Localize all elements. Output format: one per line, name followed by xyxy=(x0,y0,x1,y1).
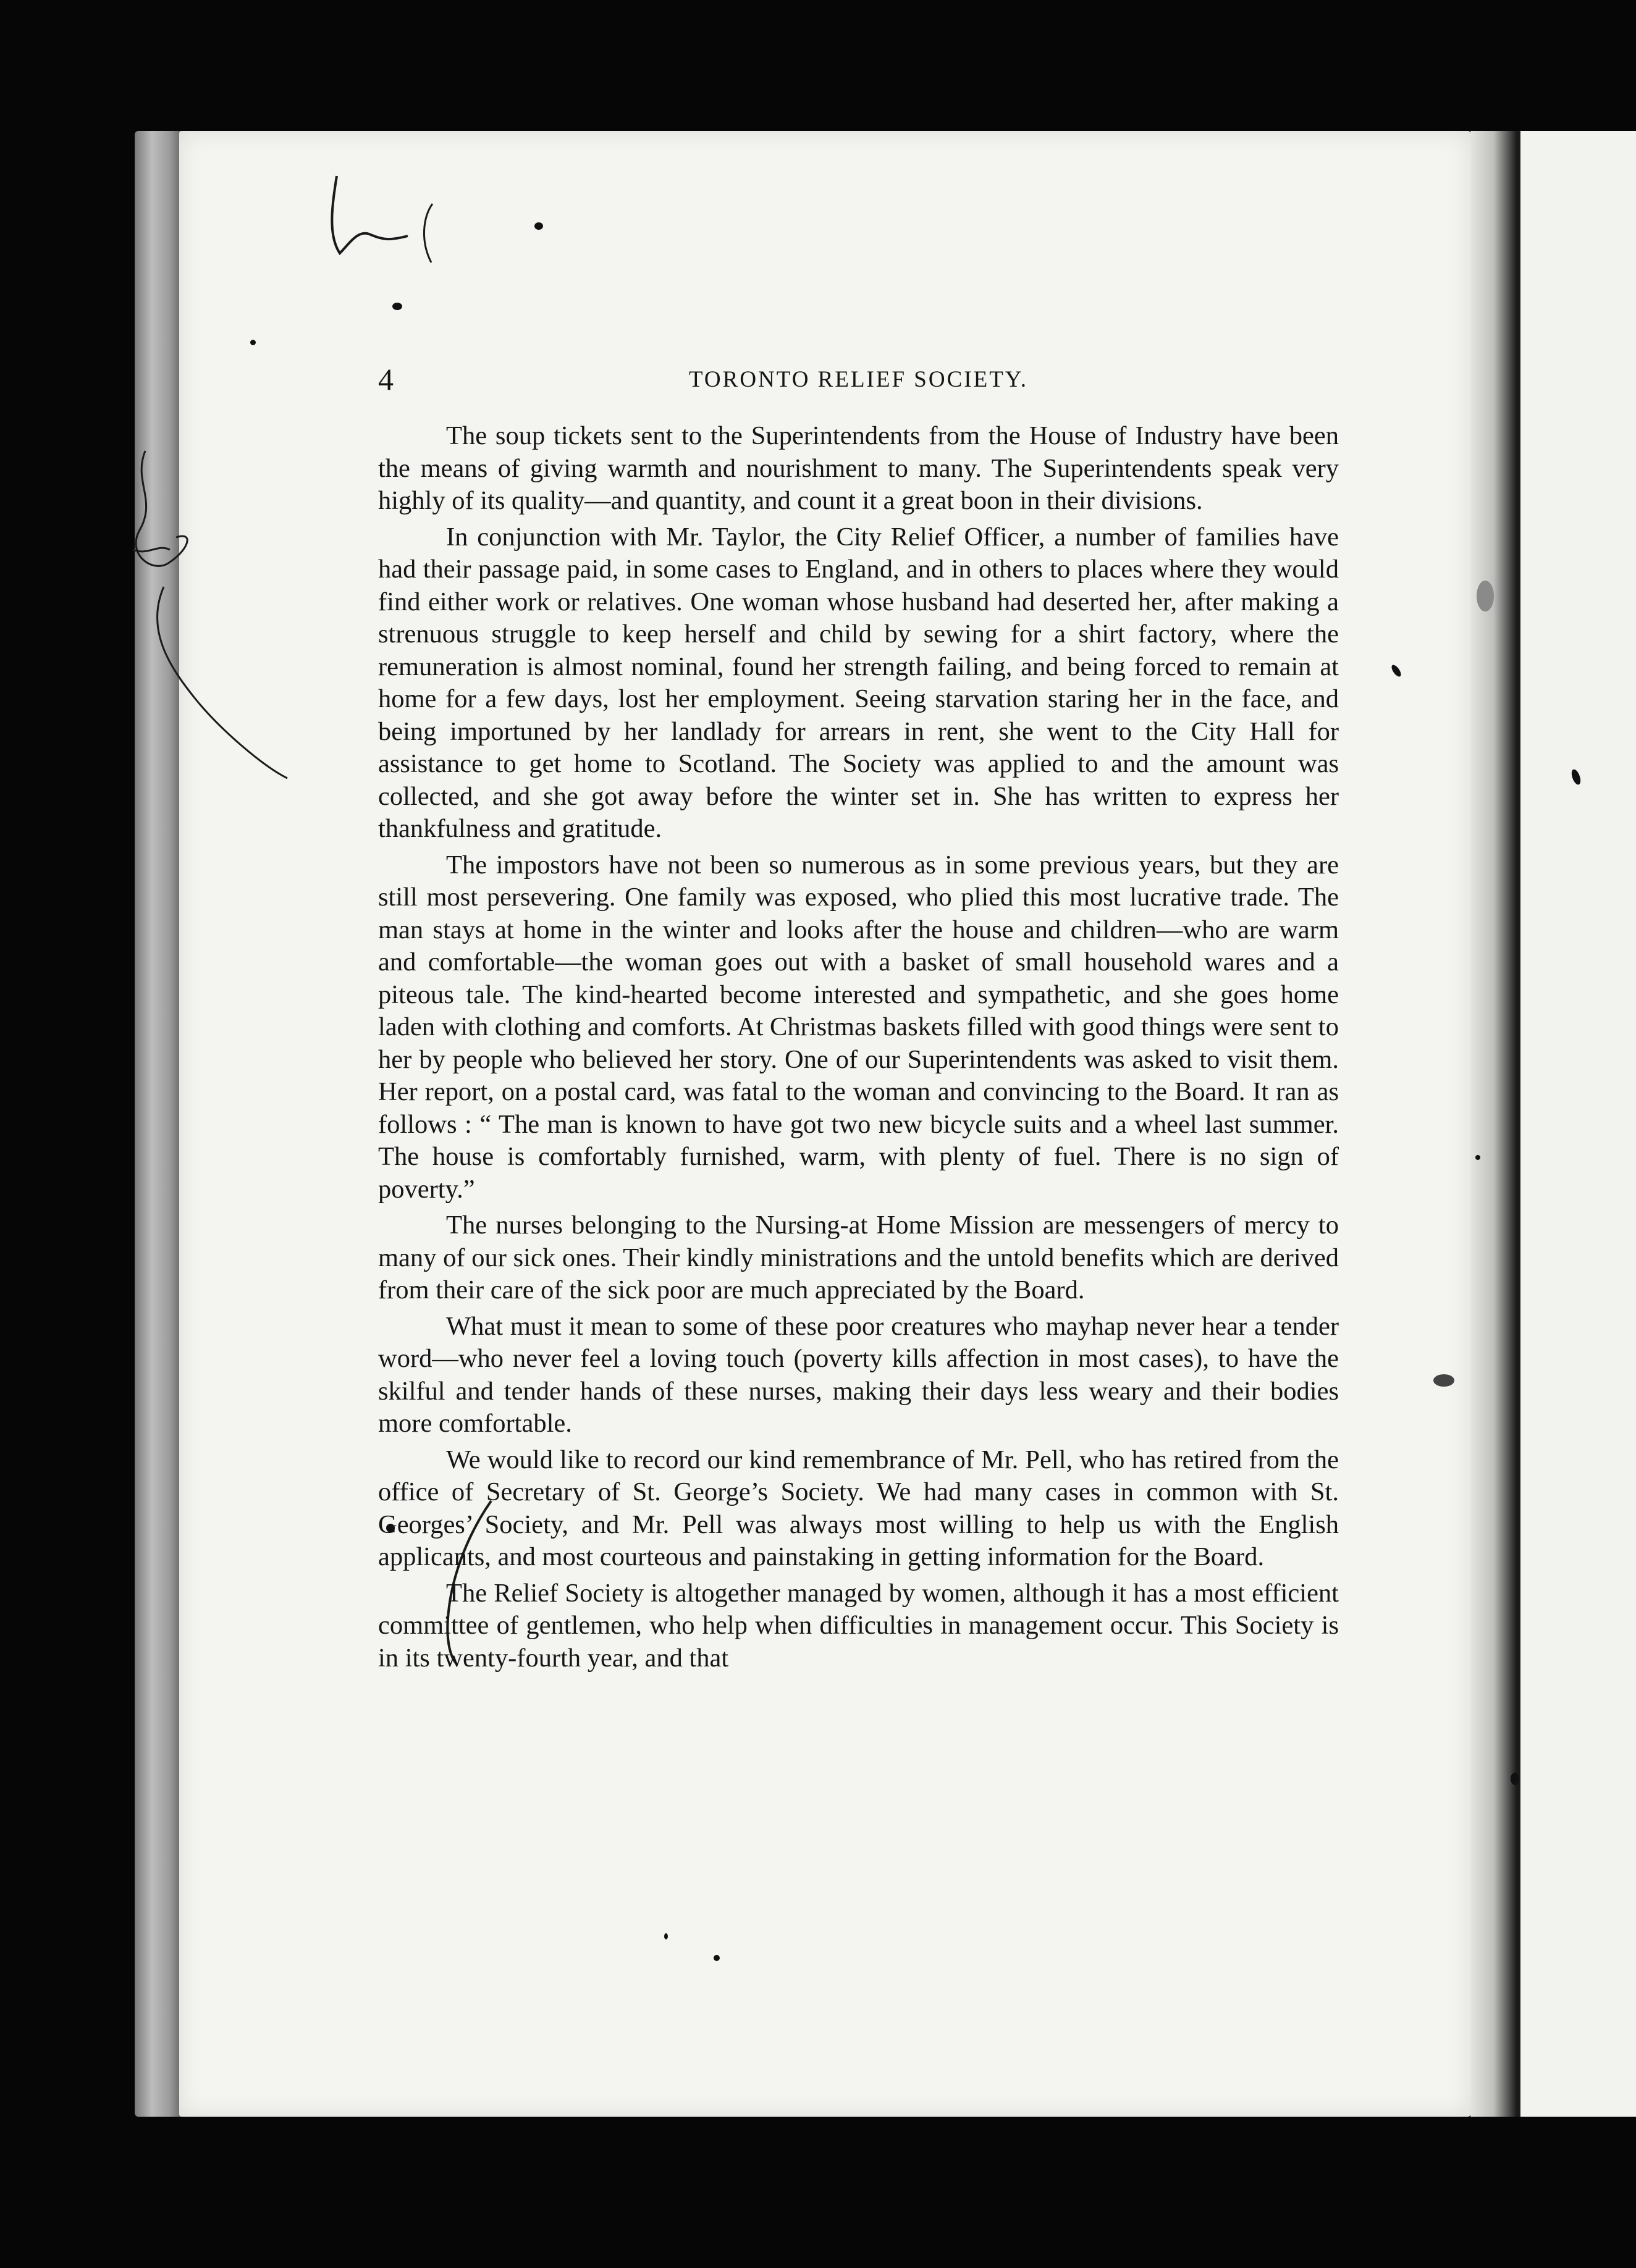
ink-speck xyxy=(664,1933,668,1939)
facing-page-edge xyxy=(1517,131,1636,2117)
paragraph-relief-society: The Relief Society is altogether managed by women, although it has a most efficient committee of gentlemen, who help when difficulties in management occur. This Society is in its twenty-fourth year, and that xyxy=(378,1578,1339,1673)
ink-speck xyxy=(1511,1773,1519,1785)
ink-speck xyxy=(250,340,256,345)
ink-speck xyxy=(534,222,543,230)
pen-scribble-left-margin xyxy=(120,445,306,791)
paragraph-mr-pell: We would like to record our kind remembrance of Mr. Pell, who has retired from the office of Secretary of St. George’s Society. We had many cases in common with St. Georges’ Society, and Mr. Pell was always most willing to help us with the English applicants, and most courteous and painstaking in getting information for the Board. xyxy=(378,1445,1339,1571)
paragraph-soup-tickets: The soup tickets sent to the Superintendents from the House of Industry have been the means of giving warmth and nourishment to many. The Superintendents speak very highly of its quality—and quantity, and count it a great boon in their divisions. xyxy=(378,421,1339,515)
page-number: 4 xyxy=(378,362,394,397)
paragraph-nurses: The nurses belonging to the Nursing-at Home Mission are messengers of mercy to many of our sick ones. Their kindly ministrations and the untold benefits which are derived from their care of the sick poor are much appreciated by the Board. xyxy=(378,1211,1339,1304)
ink-speck xyxy=(1433,1374,1454,1387)
running-title: TORONTO RELIEF SOCIETY. xyxy=(688,367,1028,392)
page-header xyxy=(378,361,1339,405)
ink-speck xyxy=(1477,581,1494,611)
ink-speck xyxy=(1475,1155,1480,1160)
ink-speck xyxy=(714,1955,720,1961)
paragraph-impostors: The impostors have not been so numerous as in some previous years, but they are still most persevering. One family was exposed, who plied this most lucrative trade. The man stays at home in the winter and looks after the house and children—who are warm and comfortable—the woman goes out with a basket of small household wares and a piteous tale. The kind-hearted become interested and sympathetic, and she goes home laden with clothing and comforts. At Christmas baskets filled with good things were sent to her by people who believed her story. One of our Superintendents was asked to visit them. Her report, on a postal card, was fatal to the woman and convincing to the Board. It ran as follows : “ The man is known to have got two new bicycle suits and a wheel last summer. The house is comfortably furnished, warm, with plenty of fuel. There is no sign of poverty.” xyxy=(378,850,1339,1204)
book-board-edge xyxy=(135,131,184,2117)
paragraph-poor-creatures: What must it mean to some of these poor creatures who mayhap never hear a tender word—who never feel a loving touch (poverty kills affection in most cases), to have the skilful and tender hands of these nurses, making their days less weary and their bodies more comfortable. xyxy=(378,1311,1339,1438)
body-text xyxy=(378,420,1339,1678)
ink-speck xyxy=(392,303,402,310)
pen-scribble-top-left xyxy=(321,167,457,272)
paragraph-city-relief: In conjunction with Mr. Taylor, the City Relief Officer, a number of families have had their passage paid, in some cases to England, and in others to places where they would find either work or relatives. One woman whose husband had deserted her, after making a strenuous struggle to keep herself and child by sewing for a shirt factory, where the remuneration is almost nominal, found her strength failing, and being forced to remain at home for a few days, lost her employment. Seeing starvation staring her in the face, and being importuned by her landlady for arrears in rent, she went to the City Hall for assistance to get home to Scotland. The Society was applied to and the amount was collected, and she got away before the winter set in. She has written to express her thankfulness and gratitude. xyxy=(378,522,1339,843)
page-gutter xyxy=(1470,131,1517,2117)
